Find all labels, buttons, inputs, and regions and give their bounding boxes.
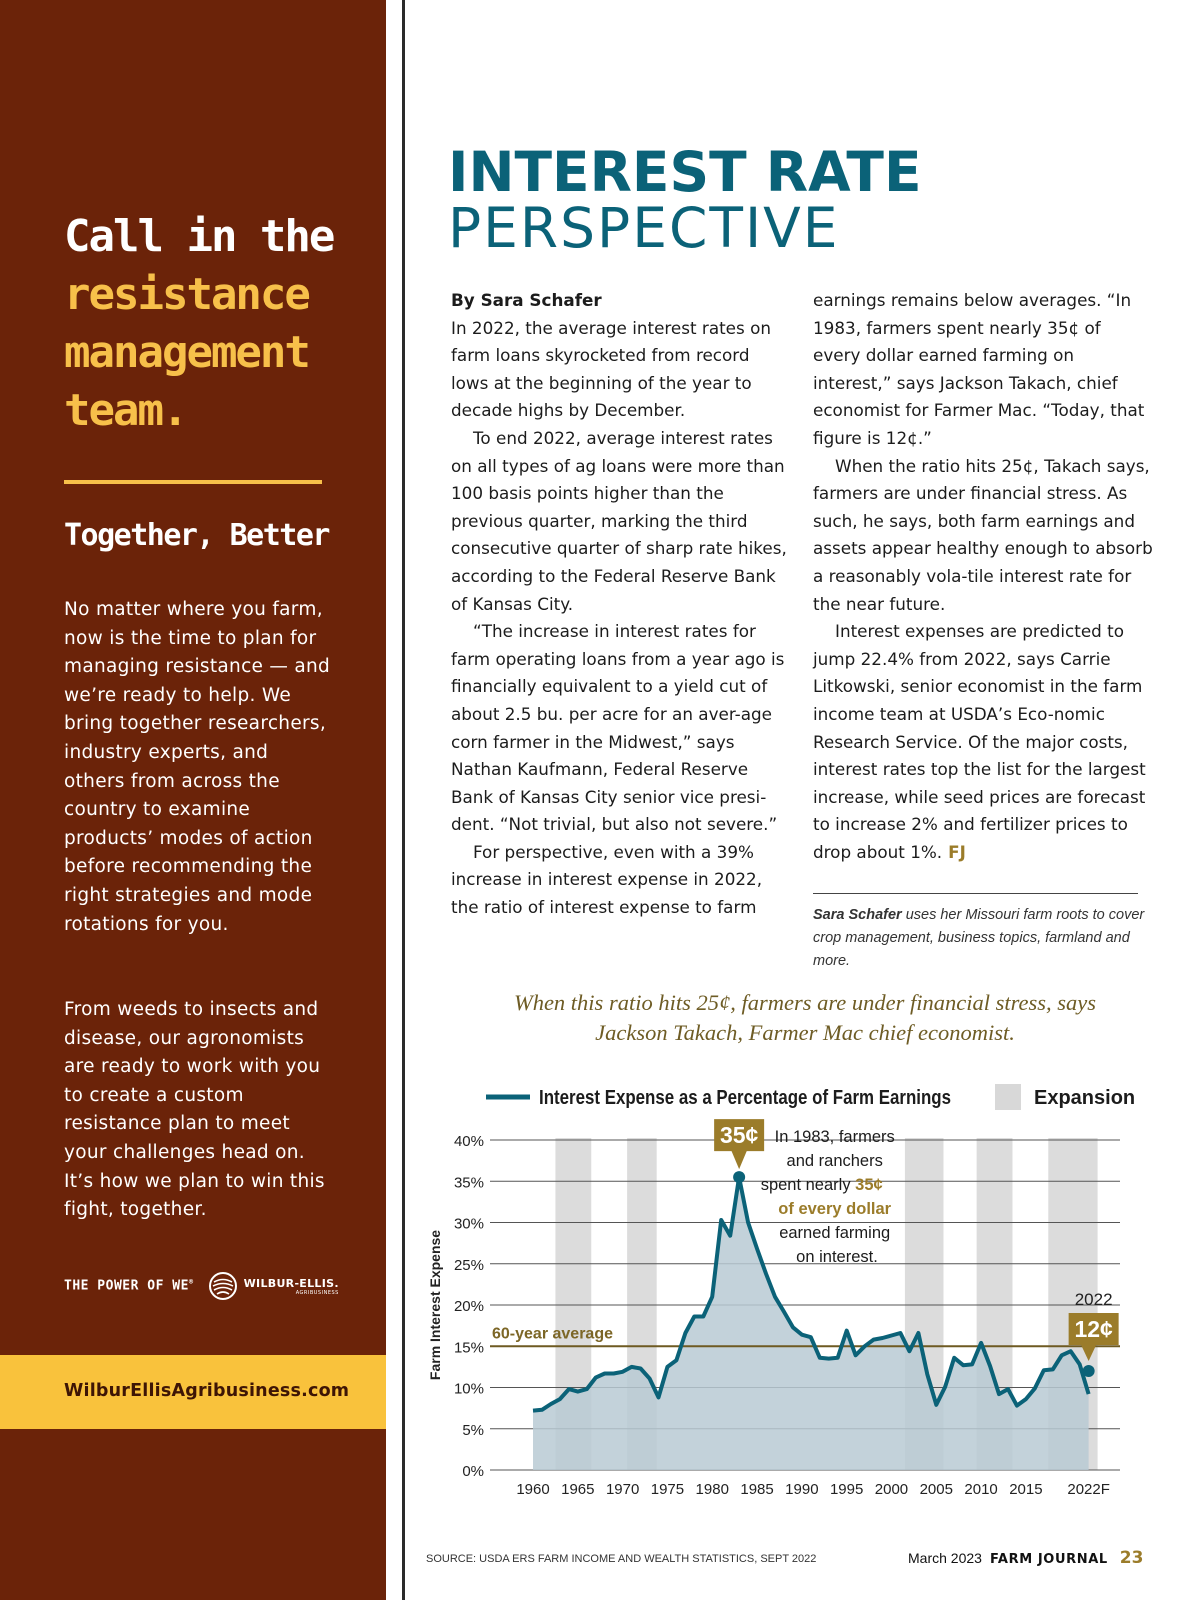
author-bio <box>813 904 1148 973</box>
legend-expansion-swatch <box>995 1084 1021 1110</box>
x-tick-label: 1985 <box>740 1481 774 1498</box>
annotation-line: and ranchers <box>786 1152 883 1170</box>
annotation-highlight: of every dollar <box>778 1200 892 1218</box>
article-column-1 <box>451 287 791 922</box>
y-tick-label: 30% <box>453 1215 484 1233</box>
interest-expense-chart <box>420 1070 1170 1510</box>
ad-subhead: Together, Better <box>64 518 329 553</box>
x-tick-label: 1990 <box>785 1481 819 1498</box>
latest-data-point <box>1083 1365 1095 1377</box>
ad-tagline: THE POWER OF WE® <box>64 1278 194 1294</box>
sixty-year-average-label: 60-year average <box>492 1325 613 1343</box>
ad-headline-line: resistance <box>64 269 309 320</box>
byline: By Sara Schafer <box>451 290 602 310</box>
latest-year-label: 2022 <box>1074 1290 1113 1309</box>
x-tick-label: 1980 <box>695 1481 729 1498</box>
ad-divider-rule <box>64 480 322 484</box>
x-tick-label: 1995 <box>829 1481 864 1498</box>
y-axis-label: Farm Interest Expense <box>427 1229 443 1381</box>
annotation-line: In 1983, farmers <box>774 1128 895 1146</box>
x-tick-label: 2015 <box>1009 1481 1043 1498</box>
ad-headline-line: management <box>64 327 309 378</box>
author-name: Sara Schafer <box>813 907 902 923</box>
x-tick-label: 1970 <box>605 1481 640 1498</box>
peak-callout-pointer <box>731 1150 747 1169</box>
x-tick-label: 2005 <box>919 1481 953 1498</box>
latest-callout-label: 12¢ <box>1074 1316 1113 1342</box>
ad-website-link[interactable]: WilburEllisAgribusiness.com <box>64 1381 350 1401</box>
y-tick-label: 40% <box>453 1133 484 1150</box>
article-title-line1: INTEREST RATE <box>448 140 922 204</box>
chart-annotation <box>761 1128 900 1266</box>
ad-headline <box>64 208 364 440</box>
article-paragraph-text: Interest expenses are predicted to jump 22.4% from 2022, says Carrie Litkowski, senior economist in the farm income team at USDA’s Eco-nomic Research Service. Of the major costs, interest rates top the list for the largest increase, while seed prices are forecast to increase 2% and fertilizer prices to drop about 1%. <box>813 621 1146 862</box>
article-paragraph: earnings remains below averages. “In 1983, farmers spent nearly 35¢ of every dollar earned farming on interest,” says Jackson Takach, chief economist for Farmer Mac. “Today, that figure is 12¢.” <box>813 290 1145 448</box>
y-tick-label: 15% <box>453 1339 484 1357</box>
article-paragraph: To end 2022, average interest rates on all types of ag loans were more than 100 basis points higher than the previous quarter, marking the third consecutive quarter of sharp rate hikes, according to the Federal Reserve Bank of Kansas City. <box>451 427 787 614</box>
ad-body-paragraph: No matter where you farm, now is the time to plan for managing resistance — and we’re ready to help. We bring together researchers, industry experts, and others from across the country to examine products’ modes of action before recommending the right strategies and mode rotations for you. <box>64 599 331 935</box>
author-bio-text: uses her Missouri farm roots to cover crop management, business topics, farmland and more. <box>813 907 1145 969</box>
ad-body-paragraph: From weeds to insects and disease, our agronomists are ready to work with you to create a custom resistance plan to meet your challenges head on. It’s how we plan to win this fight, together. <box>64 999 325 1221</box>
ad-brand-lockup <box>64 1271 339 1301</box>
y-tick-label: 0% <box>462 1463 484 1480</box>
chart-source-note: SOURCE: USDA ERS FARM INCOME AND WEALTH STATISTICS, SEPT 2022 <box>426 1553 817 1565</box>
ad-url-bar <box>0 1355 386 1429</box>
y-tick-label: 5% <box>462 1421 484 1439</box>
x-axis-ticks <box>516 1481 1110 1498</box>
end-mark: FJ <box>948 841 966 862</box>
annotation-line: on interest. <box>796 1248 878 1266</box>
y-axis-ticks <box>454 1133 484 1480</box>
legend-expansion-label: Expansion <box>1034 1087 1136 1109</box>
peak-data-point <box>733 1171 745 1183</box>
article-paragraph: In 2022, the average interest rates on farm loans skyrocketed from record lows at the beginning of the year to decade highs by December. <box>451 317 771 421</box>
column-divider <box>402 0 405 1600</box>
x-tick-label: 1975 <box>650 1481 685 1498</box>
peak-callout-label: 35¢ <box>719 1122 759 1149</box>
article-paragraph: “The increase in interest rates for farm operating loans from a year ago is financially equivalent to a yield cut of about 2.5 bu. per acre for an aver-age corn farmer in the Midwest,” says Nathan Kaufmann, Federal Reserve Bank of Kansas City senior vice presi-dent. “Not trivial, but also not severe.” <box>451 621 785 835</box>
pull-quote: When this ratio hits 25¢, farmers are under financial stress, says Jackson Takach, Farmer Mac chief economist. <box>513 990 1097 1045</box>
legend-series-label: Interest Expense as a Percentage of Farm Earnings <box>539 1087 951 1109</box>
y-tick-label: 20% <box>453 1298 484 1315</box>
bio-divider <box>813 893 1138 894</box>
x-tick-label: 1960 <box>516 1481 550 1498</box>
advertisement-panel <box>0 0 386 1600</box>
annotation-line: earned farming <box>779 1224 891 1242</box>
magazine-name: FARM JOURNAL <box>989 1552 1108 1567</box>
article-paragraph: When the ratio hits 25¢, Takach says, farmers are under financial stress. As such, he says, both farm earnings and assets appear healthy enough to absorb a reasonably vola-tile interest rate for the near future. <box>813 455 1153 614</box>
page-footer <box>908 1548 1143 1568</box>
article-paragraph <box>813 618 1153 866</box>
ad-brand-title: WILBUR-ELLIS. <box>243 1276 339 1290</box>
y-tick-label: 35% <box>453 1174 484 1192</box>
y-tick-label: 10% <box>453 1380 484 1398</box>
x-tick-label: 2022F <box>1067 1481 1110 1498</box>
x-tick-label: 1965 <box>561 1481 595 1498</box>
x-tick-label: 2000 <box>874 1481 909 1498</box>
issue-date: March 2023 <box>908 1550 982 1566</box>
wilbur-ellis-logo-icon <box>208 1271 238 1301</box>
article-paragraph: For perspective, even with a 39% increase in interest expense in 2022, the ratio of interest expense to farm <box>451 841 763 918</box>
annotation-line: spent nearly <box>760 1176 856 1194</box>
ad-headline-line: team. <box>64 385 187 436</box>
ad-brand-name <box>244 1277 339 1296</box>
x-tick-label: 2010 <box>964 1481 998 1498</box>
ad-headline-line: Call in the <box>64 211 334 262</box>
peak-callout <box>714 1119 764 1183</box>
ad-brand-subtitle: AGRIBUSINESS <box>295 1289 339 1296</box>
y-tick-label: 25% <box>453 1256 484 1274</box>
article-title-line2: PERSPECTIVE <box>448 196 840 260</box>
annotation-highlight: 35¢ <box>855 1176 883 1194</box>
page-number: 23 <box>1119 1548 1144 1568</box>
article-column-2 <box>813 287 1153 866</box>
